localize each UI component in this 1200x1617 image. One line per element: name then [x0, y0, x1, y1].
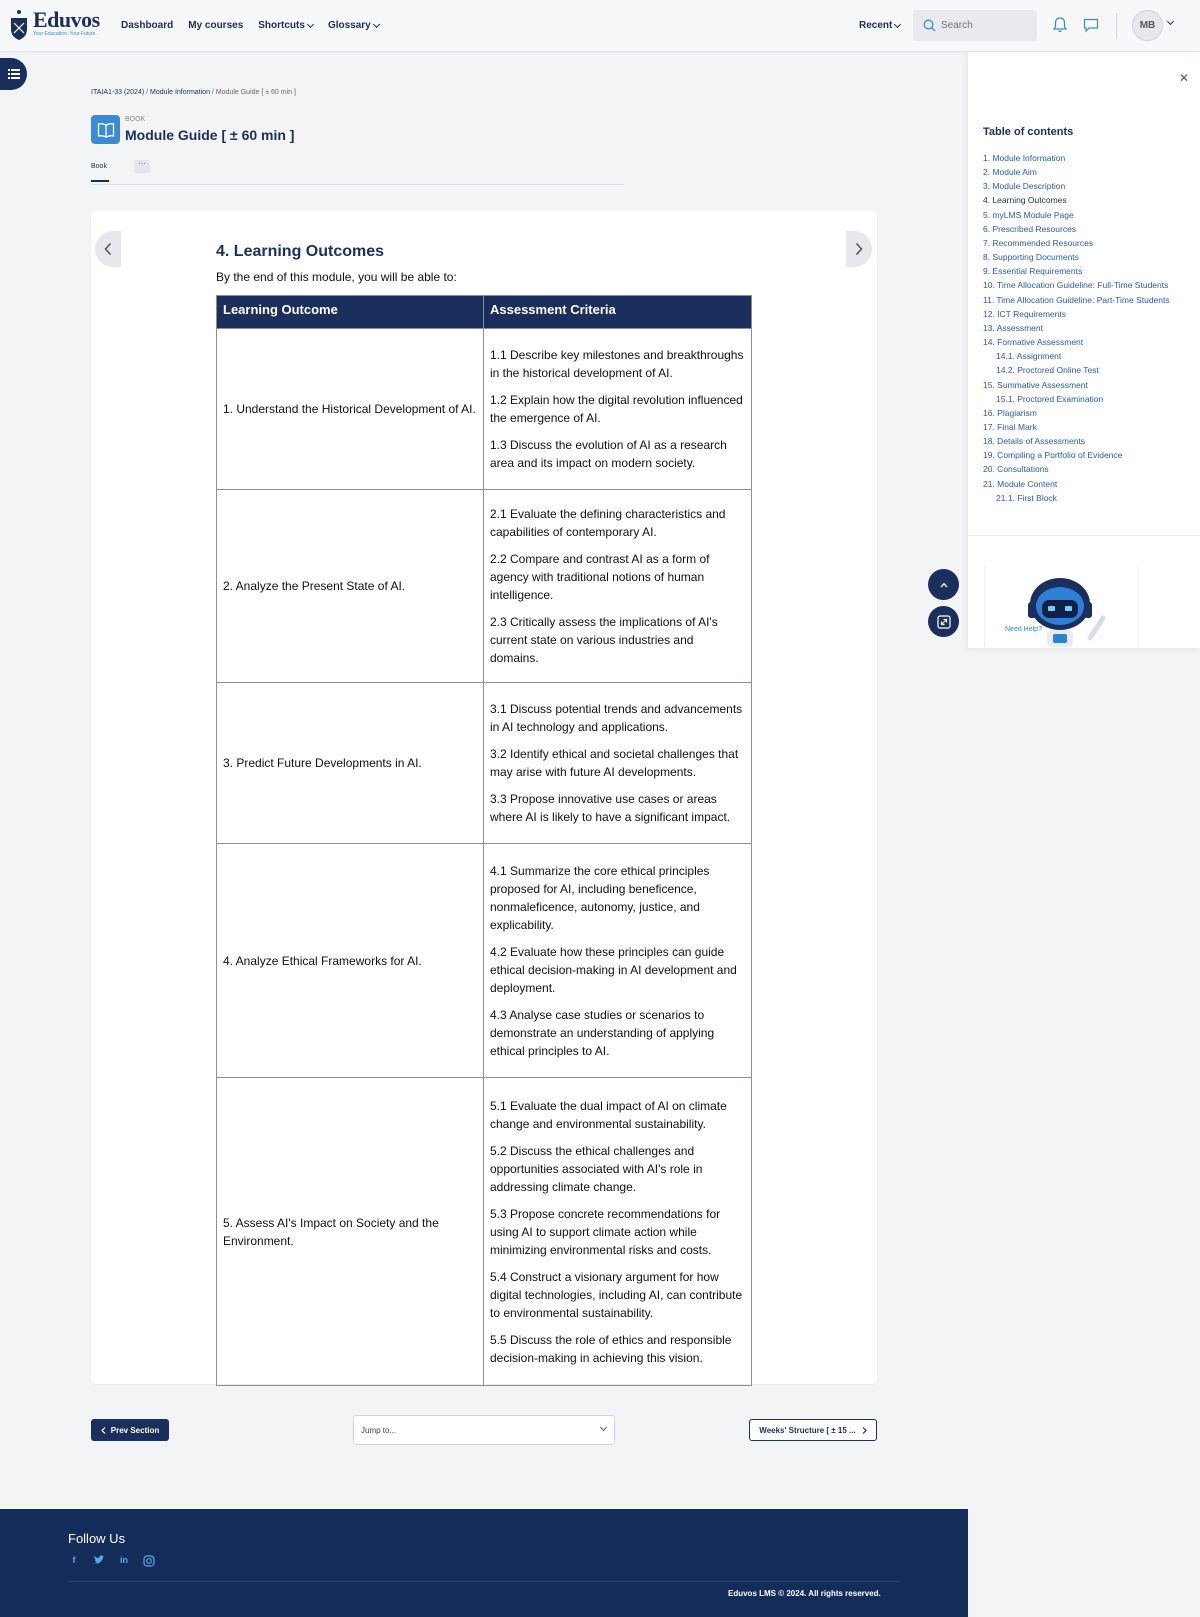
criterion: 2.2 Compare and contrast AI as a form of agency with traditional notions of human intelligence. — [490, 552, 710, 602]
chevron-left-icon — [101, 1427, 106, 1434]
chapter-heading: 4. Learning Outcomes — [216, 243, 385, 260]
recent-dropdown[interactable] — [859, 20, 900, 31]
toc-item[interactable]: 3. Module Description — [983, 181, 1066, 192]
tab-book[interactable]: Book — [91, 163, 109, 182]
toc-item[interactable]: 19. Compiling a Portfolio of Evidence — [983, 450, 1123, 461]
notification-bell-icon[interactable] — [1051, 16, 1069, 34]
criterion: 5.1 Evaluate the dual impact of AI on climate change and environmental sustainability. — [490, 1098, 727, 1131]
nav-dashboard[interactable]: Dashboard — [121, 20, 174, 31]
topbar-divider — [1116, 13, 1117, 39]
outcome-cell: 5. Assess AI's Impact on Society and the Environment. — [217, 1078, 484, 1386]
chevron-down-icon — [600, 1424, 607, 1431]
criterion: 4.2 Evaluate how these principles can guide ethical decision-making in AI development and deployment. — [490, 944, 737, 995]
scroll-to-top-button[interactable] — [928, 569, 959, 600]
criterion: 3.3 Propose innovative use cases or areas where AI is likely to have a significant impact. — [490, 792, 731, 824]
nav-my-courses[interactable]: My courses — [188, 20, 244, 31]
open-book-icon — [97, 122, 115, 138]
toc-item[interactable]: 14.2. Proctored Online Test — [996, 365, 1099, 376]
learning-outcomes-table — [216, 295, 752, 1386]
criterion: 2.3 Critically assess the implications of AI's current state on various industries and domains. — [490, 615, 718, 665]
breadcrumb-separator: / — [211, 89, 214, 96]
toc-divider — [968, 535, 1200, 536]
activity-tabs — [91, 158, 624, 185]
toc-item[interactable]: 13. Assessment — [983, 322, 1044, 333]
toc-title: Table of contents — [983, 126, 1074, 138]
book-activity-icon — [91, 115, 120, 144]
outcome-cell: 2. Analyze the Present State of AI. — [217, 490, 484, 683]
next-section-button[interactable] — [749, 1419, 877, 1441]
recent-label: Recent — [859, 20, 893, 31]
outcome-cell: 4. Analyze Ethical Frameworks for AI. — [217, 844, 484, 1078]
chapter-intro: By the end of this module, you will be able to: — [216, 270, 457, 284]
chevron-up-icon — [940, 582, 948, 588]
nav-shortcuts[interactable] — [258, 20, 313, 31]
outcome-cell: 3. Predict Future Developments in AI. — [217, 683, 484, 844]
next-section-label: Weeks' Structure [ ± 15 ... — [759, 1425, 856, 1435]
linkedin-icon[interactable]: in — [120, 1555, 128, 1565]
toc-item[interactable]: 5. myLMS Module Page — [983, 209, 1074, 220]
list-icon — [8, 69, 20, 79]
breadcrumb — [91, 89, 296, 96]
criteria-cell — [484, 844, 752, 1078]
shield-logo-icon — [10, 9, 28, 41]
nav-shortcuts-label: Shortcuts — [258, 20, 305, 31]
column-header: Learning Outcome — [217, 296, 484, 329]
toc-item[interactable]: 14.1. Assignment — [996, 351, 1062, 362]
breadcrumb-current: Module Guide [ ± 60 min ] — [215, 89, 296, 96]
jump-to-placeholder: Jump to... — [361, 1425, 397, 1435]
fullscreen-toggle-button[interactable] — [928, 606, 959, 637]
criterion: 4.1 Summarize the core ethical principles proposed for AI, including beneficence, nonmaleficence, autonomy, justice, and explicability. — [490, 863, 710, 932]
criterion: 1.3 Discuss the evolution of AI as a research area and its impact on modern society. — [490, 438, 727, 470]
criterion: 3.1 Discuss potential trends and advancements in AI technology and applications. — [490, 702, 743, 734]
breadcrumb-course[interactable]: ITAIA1-33 (2024) — [91, 89, 145, 96]
toc-item[interactable]: 10. Time Allocation Guideline: Full-Time Students — [983, 280, 1169, 291]
toc-item[interactable]: 21.1. First Block — [996, 492, 1057, 503]
toc-item[interactable]: 21. Module Content — [983, 478, 1058, 489]
toc-item[interactable]: 1. Module Information — [983, 153, 1066, 163]
close-drawer-icon[interactable]: ✕ — [1179, 71, 1190, 85]
toc-item[interactable]: 15.1. Proctored Examination — [996, 393, 1104, 404]
criterion: 5.3 Propose concrete recommendations for using AI to support climate action while minimizing environmental risks and costs. — [490, 1206, 721, 1257]
criterion: 5.2 Discuss the ethical challenges and opportunities associated with AI's role in addressing climate change. — [490, 1143, 703, 1194]
prev-section-button[interactable] — [91, 1419, 169, 1441]
criteria-cell — [484, 490, 752, 683]
activity-type-label: BOOK — [125, 116, 146, 123]
table-row — [217, 844, 752, 1078]
facebook-icon[interactable]: f — [72, 1555, 76, 1565]
page-footer — [0, 1509, 968, 1617]
toc-item[interactable]: 2. Module Aim — [983, 167, 1037, 178]
need-help-label: Need Help? — [1005, 626, 1042, 633]
user-avatar[interactable]: MB — [1132, 10, 1163, 41]
criterion: 1.2 Explain how the digital revolution influenced the emergence of AI. — [490, 393, 743, 425]
toc-item[interactable]: 7. Recommended Resources — [983, 237, 1094, 248]
brand-name: Eduvos — [33, 7, 100, 32]
instagram-icon[interactable] — [143, 1555, 155, 1567]
table-header-row — [217, 296, 752, 329]
chevron-right-icon — [862, 1427, 867, 1434]
criterion: 5.5 Discuss the role of ethics and responsible decision-making in achieving this vision. — [490, 1332, 732, 1365]
help-robot-icon — [985, 566, 1139, 647]
table-row — [217, 1078, 752, 1386]
criterion: 2.1 Evaluate the defining characteristics and capabilities of contemporary AI. — [490, 507, 726, 539]
expand-icon — [937, 615, 951, 629]
toc-item[interactable]: 20. Consultations — [983, 464, 1049, 475]
social-links — [68, 1555, 155, 1567]
toc-item[interactable]: 8. Supporting Documents — [983, 252, 1079, 263]
twitter-icon[interactable] — [93, 1555, 105, 1565]
chevron-down-icon — [307, 20, 314, 27]
criterion: 3.2 Identify ethical and societal challenges that may arise with future AI developments. — [490, 747, 739, 779]
toc-item[interactable]: 18. Details of Assessments — [983, 436, 1086, 447]
nav-glossary[interactable] — [328, 20, 379, 31]
criterion: 4.3 Analyse case studies or scenarios to demonstrate an understanding of applying ethical principles to AI. — [490, 1007, 715, 1058]
follow-us-heading: Follow Us — [68, 1531, 126, 1546]
criteria-cell — [484, 683, 752, 844]
breadcrumb-section[interactable]: Module Information — [150, 89, 210, 96]
toc-item[interactable]: 4. Learning Outcomes — [983, 195, 1067, 206]
toc-item[interactable]: 14. Formative Assessment — [983, 337, 1084, 348]
criterion: 1.1 Describe key milestones and breakthroughs in the historical development of AI. — [490, 348, 744, 380]
eduvos-logo[interactable] — [10, 9, 100, 41]
brand-tagline: Your Education. Your Future. — [33, 31, 97, 37]
course-index-toggle[interactable] — [0, 58, 27, 90]
table-row — [217, 490, 752, 683]
toc-list — [983, 151, 1170, 505]
chevron-left-icon — [103, 242, 113, 256]
breadcrumb-separator: / — [146, 89, 149, 96]
nav-glossary-label: Glossary — [327, 20, 371, 31]
primary-nav — [121, 20, 379, 31]
toc-item[interactable]: 9. Essential Requirements — [983, 266, 1083, 277]
tab-more-button[interactable]: ··· — [134, 160, 150, 173]
footer-divider — [68, 1581, 900, 1582]
criteria-cell — [484, 329, 752, 490]
search-box[interactable] — [913, 10, 1037, 41]
toc-item[interactable]: 12. ICT Requirements — [983, 308, 1066, 319]
criterion: 5.4 Construct a visionary argument for how digital technologies, including AI, can contribute to environmental sustainability. — [490, 1269, 743, 1320]
criteria-cell — [484, 1078, 752, 1386]
column-header: Assessment Criteria — [484, 296, 752, 329]
search-icon — [923, 19, 936, 32]
table-row — [217, 329, 752, 490]
outcome-cell: 1. Understand the Historical Development of AI. — [217, 329, 484, 490]
search-input[interactable] — [941, 20, 1031, 31]
chevron-right-icon — [854, 242, 864, 256]
top-navbar — [0, 0, 1200, 52]
copyright-text: Eduvos LMS © 2024. All rights reserved. — [728, 1589, 881, 1598]
chevron-down-icon — [894, 20, 901, 27]
messages-icon[interactable] — [1082, 16, 1100, 34]
toc-item[interactable]: 15. Summative Assessment — [983, 379, 1088, 390]
toc-item[interactable]: 16. Plagiarism — [983, 407, 1037, 418]
toc-item[interactable]: 11. Time Allocation Guideline: Part-Time Students — [983, 294, 1170, 305]
chevron-down-icon — [373, 20, 380, 27]
user-menu-chevron-icon[interactable] — [1167, 18, 1174, 25]
help-widget[interactable] — [984, 566, 1139, 647]
toc-item[interactable]: 17. Final Mark — [983, 421, 1037, 432]
toc-item[interactable]: 6. Prescribed Resources — [983, 223, 1077, 234]
prev-section-label: Prev Section — [110, 1425, 160, 1435]
jump-to-select[interactable] — [353, 1415, 615, 1445]
table-row — [217, 683, 752, 844]
page-title: Module Guide [ ± 60 min ] — [125, 127, 295, 143]
